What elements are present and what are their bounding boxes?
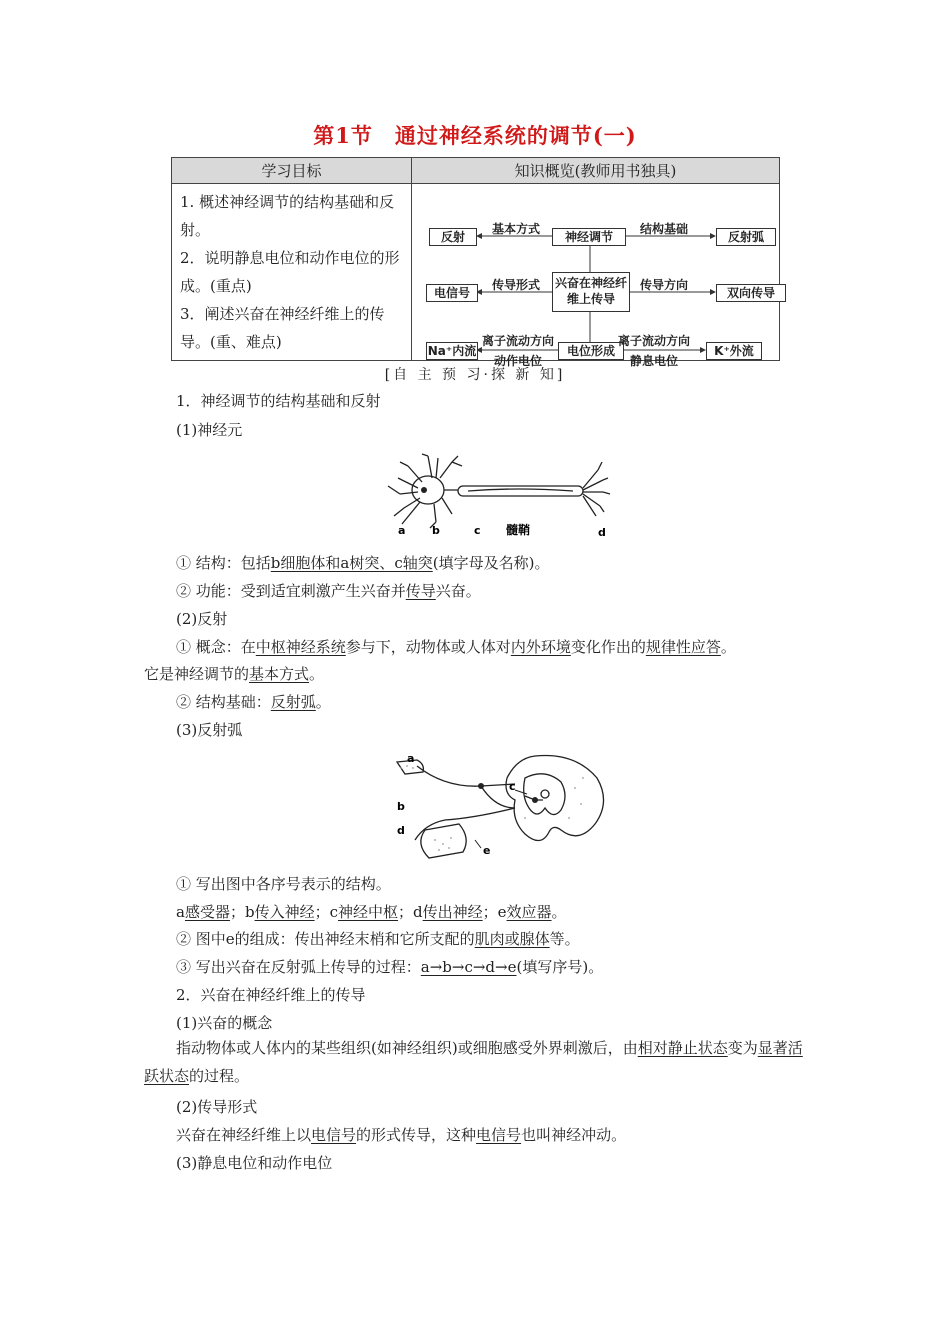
- neuron-label: b: [432, 524, 440, 537]
- map-label: 结构基础: [640, 222, 689, 236]
- subheading: (3)反射弧: [176, 721, 243, 739]
- subheading: (2)传导形式: [176, 1098, 258, 1116]
- paragraph: a感受器；b传入神经；c神经中枢；d传出神经；e效应器。: [176, 903, 567, 921]
- map-label: 传导形式: [492, 278, 541, 292]
- map-node: 神经调节: [552, 228, 626, 246]
- map-label: 基本方式: [492, 222, 541, 236]
- map-node: Na⁺内流: [427, 344, 477, 358]
- section-header: [自 主 预 习·探 新 知]: [384, 367, 566, 383]
- map-label: 动作电位: [494, 354, 543, 368]
- map-node: 电信号: [426, 284, 478, 302]
- paragraph: ② 结构基础：反射弧。: [176, 693, 331, 711]
- paragraph: ① 写出图中各序号表示的结构。: [176, 875, 391, 893]
- map-label: 离子流动方向: [482, 334, 555, 348]
- map-node: K⁺外流: [706, 342, 762, 360]
- goal-item: 3．阐述兴奋在神经纤维上的传导。(重、难点): [180, 305, 385, 351]
- map-node: 反射: [429, 228, 477, 246]
- paragraph: ② 功能：受到适宜刺激产生兴奋并传导兴奋。: [176, 582, 481, 600]
- map-node: 电位形成: [558, 342, 624, 360]
- arc-label: a: [407, 752, 415, 765]
- concept-map: [412, 184, 780, 368]
- paragraph: 兴奋在神经纤维上以电信号的形式传导，这种电信号也叫神经冲动。: [176, 1126, 627, 1144]
- paragraph: ① 概念：在中枢神经系统参与下，动物体或人体对内外环境变化作出的规律性应答。: [176, 638, 736, 656]
- neuron-label: 髓鞘: [506, 523, 531, 537]
- subheading: (3)静息电位和动作电位: [176, 1154, 333, 1172]
- heading: 1．神经调节的结构基础和反射: [176, 392, 381, 410]
- map-node: 双向传导: [716, 284, 786, 302]
- paragraph: ① 结构：包括b细胞体和a树突、c轴突(填字母及名称)。: [176, 554, 550, 572]
- arc-label: d: [397, 824, 405, 837]
- neuron-label: c: [474, 524, 481, 537]
- arc-label: c: [509, 780, 516, 793]
- goals-list: [172, 184, 412, 361]
- map-label: 传导方向: [640, 278, 689, 292]
- paragraph: ② 图中e的组成：传出神经末梢和它所支配的肌肉或腺体等。: [176, 930, 580, 948]
- arc-label: b: [397, 800, 405, 813]
- map-label: 离子流动方向: [618, 334, 691, 348]
- subheading: (2)反射: [176, 610, 228, 628]
- subheading: (1)兴奋的概念: [176, 1014, 273, 1032]
- map-node: 反射弧: [716, 228, 776, 246]
- reflex-arc-figure: [385, 748, 615, 863]
- subheading: (1)神经元: [176, 421, 243, 439]
- heading: 2．兴奋在神经纤维上的传导: [176, 986, 366, 1004]
- goal-item: 2．说明静息电位和动作电位的形成。(重点): [180, 249, 400, 295]
- goals-header: 学习目标: [172, 158, 412, 184]
- page-title: 第1节 通过神经系统的调节(一): [313, 123, 637, 148]
- neuron-figure: [378, 448, 618, 543]
- arc-label: e: [483, 844, 491, 857]
- goal-item: 1. 概述神经调节的结构基础和反射。: [180, 193, 395, 239]
- paragraph: ③ 写出兴奋在反射弧上传导的过程：a→b→c→d→e(填写序号)。: [176, 958, 604, 976]
- map-label: 静息电位: [630, 354, 679, 368]
- overview-header: 知识概览(教师用书独具): [412, 158, 780, 184]
- paragraph: 它是神经调节的基本方式。: [144, 665, 325, 683]
- goals-table: [171, 157, 780, 368]
- neuron-label: d: [598, 526, 606, 539]
- neuron-label: a: [398, 524, 406, 537]
- paragraph: 指动物体或人体内的某些组织(如神经组织)或细胞感受外界刺激后，由相对静止状态变为显著活跃状态的过程。: [144, 1039, 803, 1085]
- map-node: 兴奋在神经纤维上传导: [552, 272, 630, 312]
